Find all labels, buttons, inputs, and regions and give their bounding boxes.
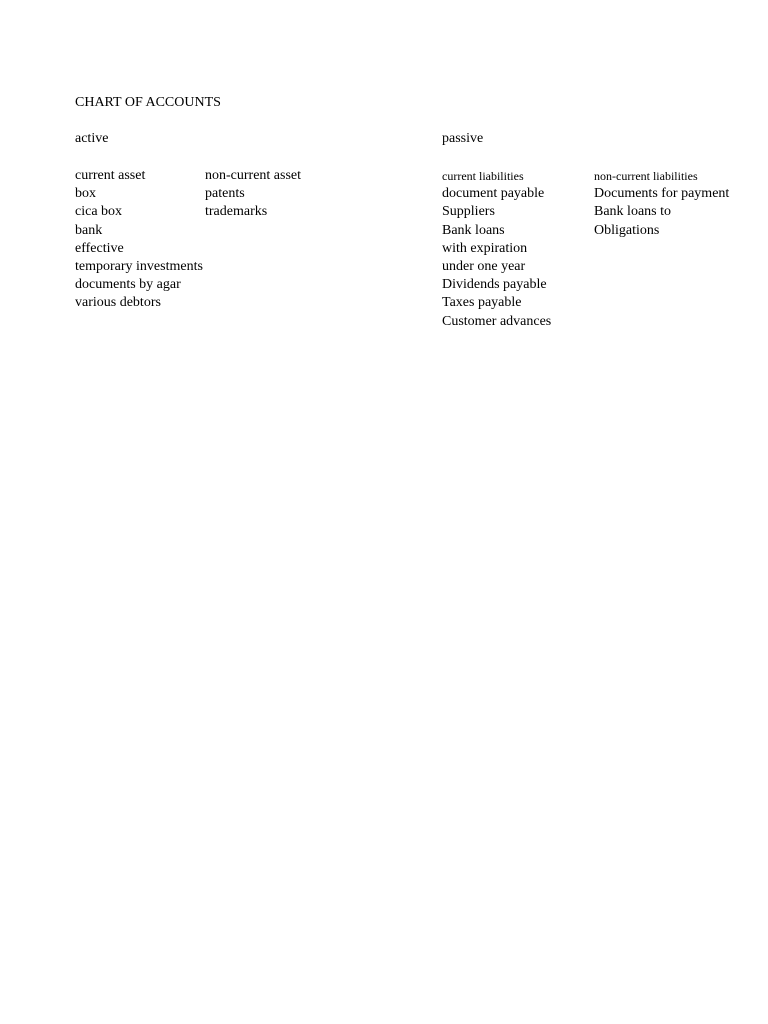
account-item: patents: [205, 186, 245, 202]
current-asset-column: [75, 167, 203, 313]
account-item: Obligations: [594, 222, 660, 238]
account-item: temporary investments: [75, 258, 203, 274]
passive-heading: passive: [442, 131, 484, 146]
account-item: Suppliers: [442, 204, 495, 220]
current-liabilities-list: [442, 185, 551, 331]
account-item: Dividends payable: [442, 277, 547, 293]
account-item: with expiration: [442, 240, 528, 256]
non-current-liabilities-header: non-current liabilities: [594, 169, 698, 183]
current-asset-list: [75, 185, 203, 312]
non-current-asset-header: non-current asset: [205, 168, 302, 183]
non-current-liabilities-column: [594, 167, 729, 240]
account-item: Bank loans to: [594, 204, 671, 220]
account-item: Documents for payment: [594, 186, 730, 202]
current-liabilities-column: [442, 167, 551, 331]
account-item: effective: [75, 240, 124, 256]
account-item: bank: [75, 222, 103, 238]
account-item: under one year: [442, 258, 526, 274]
account-item: various debtors: [75, 295, 161, 311]
account-item: document payable: [442, 186, 545, 202]
active-heading: active: [75, 131, 109, 146]
non-current-asset-list: [205, 185, 301, 221]
account-item: trademarks: [205, 204, 268, 220]
account-item: Bank loans: [442, 222, 505, 238]
account-item: Taxes payable: [442, 295, 522, 311]
page-title: CHART OF ACCOUNTS: [75, 95, 221, 110]
non-current-liabilities-list: [594, 185, 729, 240]
account-item: documents by agar: [75, 277, 181, 293]
account-item: box: [75, 186, 96, 202]
non-current-asset-column: [205, 167, 301, 222]
account-item: Customer advances: [442, 313, 552, 329]
account-item: cica box: [75, 204, 123, 220]
current-liabilities-header: current liabilities: [442, 169, 524, 183]
current-asset-header: current asset: [75, 168, 146, 183]
